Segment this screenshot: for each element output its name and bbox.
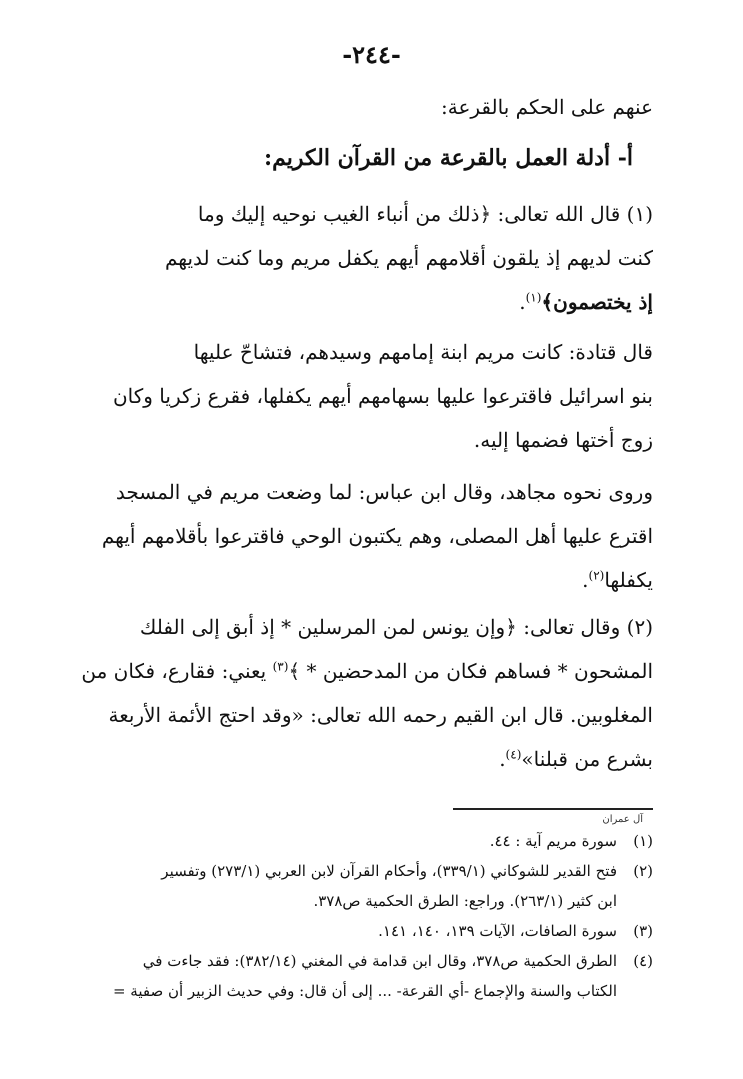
footnote-2: [73, 856, 653, 916]
footnote-1: [73, 826, 653, 856]
footnote-number: (٤): [633, 952, 653, 970]
punctuation: .: [582, 568, 589, 592]
footnote-divider: [453, 808, 653, 810]
footnote-4: [73, 946, 653, 1006]
footnote-line: [73, 916, 653, 946]
text-line: كنت لديهم إذ يلقون أقلامهم أيهم يكفل مريم وما كنت لديهم: [164, 246, 653, 270]
text-line: المغلوبين. قال ابن القيم رحمه الله تعالى: «وقد احتج الأئمة الأربعة: [108, 703, 653, 727]
footnote-number: (٣): [633, 922, 653, 940]
footnote-text: الطرق الحكمية ص٣٧٨، وقال ابن قدامة في المغني (٣٨٢/١٤): فقد جاءت في: [142, 952, 617, 970]
text-fragment: يعني: فقارع، فكان من: [81, 659, 267, 683]
footnote-text: سورة مريم آية : ٤٤.: [489, 832, 617, 850]
footnote-line: الكتاب والسنة والإجماع -أي القرعة- ... إلى أن قال: وفي حديث الزبير أن صفية =: [112, 982, 617, 1000]
text-line: اقترع عليها أهل المصلى، وهم يكتبون الوحي فاقترعوا بأقلامهم أيهم: [101, 524, 653, 548]
footnotes: [73, 826, 653, 1006]
paragraph-verse-maryam: [73, 192, 653, 324]
text-line: وروى نحوه مجاهد، وقال ابن عباس: لما وضعت مريم في المسجد: [115, 480, 653, 504]
section-heading: أ- أدلة العمل بالقرعة من القرآن الكريم:: [263, 145, 633, 171]
text-line: (٢) وقال تعالى: ﴿وإن يونس لمن المرسلين * إذ أبق إلى الفلك: [139, 615, 653, 639]
text-line: بنو اسرائيل فاقترعوا عليها بسهامهم أيهم يكفلها، فقرع زكريا وكان: [112, 384, 653, 408]
text-line: [73, 558, 653, 602]
text-fragment: يكفلها: [604, 568, 653, 592]
text-line: زوج أختها فضمها إليه.: [473, 428, 653, 452]
text-fragment: المشحون * فساهم فكان من المدحضين * ﴾: [288, 659, 653, 683]
footnote-line: ابن كثير (٢٦٣/١). وراجع: الطرق الحكمية ص٣٧٨.: [313, 892, 617, 910]
text-line: [73, 280, 653, 324]
punctuation: .: [499, 747, 506, 771]
text-line: [73, 737, 653, 781]
intro-line: عنهم على الحكم بالقرعة:: [440, 95, 653, 119]
footnote-line: [73, 946, 653, 976]
verse-end: إذ يختصمون﴾: [541, 290, 653, 314]
footnote-line: [73, 826, 653, 856]
footnote-number: (٢): [633, 862, 653, 880]
paragraph-ibn-abbas: [73, 470, 653, 602]
handwritten-margin-note: آل عمران: [602, 814, 643, 825]
paragraph-verse-yunus: [73, 605, 653, 781]
punctuation: .: [519, 290, 526, 314]
footnote-ref: (٣): [272, 659, 289, 674]
footnote-3: [73, 916, 653, 946]
footnote-line: [73, 856, 653, 886]
footnote-ref: (٤): [505, 747, 522, 762]
footnote-number: (١): [633, 832, 653, 850]
footnote-text: فتح القدير للشوكاني (٣٣٩/١)، وأحكام القرآن لابن العربي (٢٧٣/١) وتفسير: [161, 862, 617, 880]
text-line: [73, 649, 653, 693]
page-number: -٢٤٤-: [342, 40, 401, 69]
footnote-text: سورة الصافات، الآيات ١٣٩، ١٤٠، ١٤١.: [378, 922, 617, 940]
text-fragment: بشرع من قبلنا»: [521, 747, 653, 771]
text-line: قال قتادة: كانت مريم ابنة إمامهم وسيدهم، فتشاحّ عليها: [193, 340, 653, 364]
footnote-ref: (١): [525, 290, 542, 305]
paragraph-qatada: [73, 330, 653, 462]
text-line: (١) قال الله تعالى: ﴿ذلك من أنباء الغيب نوحيه إليك وما: [197, 202, 653, 226]
footnote-ref: (٢): [588, 568, 605, 583]
